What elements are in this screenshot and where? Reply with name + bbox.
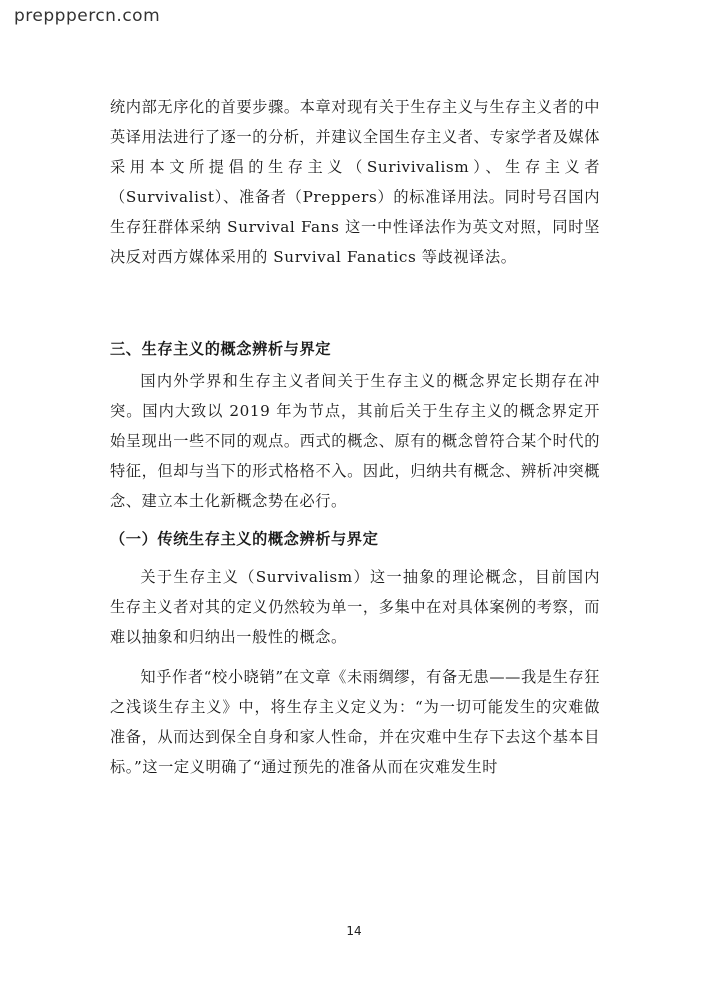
subsection-heading-1: （一）传统生存主义的概念辨析与界定 [110,530,379,548]
paragraph-concept-conflict: 国内外学界和生存主义者间关于生存主义的概念界定长期存在冲突。国内大致以 2019 年为节点，其前后关于生存主义的概念界定开始呈现出一些不同的观点。西式的概念、原有的概念曾符合某个时代的特征，但却与当下的形式格格不入。因此，归纳共有概念、辨析冲突概念、建立本土化新概念势在必行。 [110,372,600,510]
paragraph-intro-continuation: 统内部无序化的首要步骤。本章对现有关于生存主义与生存主义者的中英译用法进行了逐一的分析，并建议全国生存主义者、专家学者及媒体采用本文所提倡的生存主义（Surivivalism）、生存主义者（Survivalist）、准备者（Preppers）的标准译用法。同时号召国内生存狂群体采纳 Survival Fans 这一中性译法作为英文对照，同时坚决反对西方媒体采用的 Survival Fanatics 等歧视译法。 [110,98,600,266]
paragraph-zhihu-quote: 知乎作者“校小晓销”在文章《未雨绸缪，有备无患——我是生存狂之浅谈生存主义》中，将生存主义定义为：“为一切可能发生的灾难做准备，从而达到保全自身和家人性命，并在灾难中生存下去这个基本目标。”这一定义明确了“通过预先的准备从而在灾难发生时 [110,668,600,776]
page-number: 14 [346,924,362,938]
page-body [110,92,600,782]
section-heading-3: 三、生存主义的概念辨析与界定 [110,340,332,358]
paragraph-survivalism-definition: 关于生存主义（Survivalism）这一抽象的理论概念，目前国内生存主义者对其的定义仍然较为单一，多集中在对具体案例的考察，而难以抽象和归纳出一般性的概念。 [110,568,600,646]
site-watermark: prepppercn.com [14,6,161,26]
